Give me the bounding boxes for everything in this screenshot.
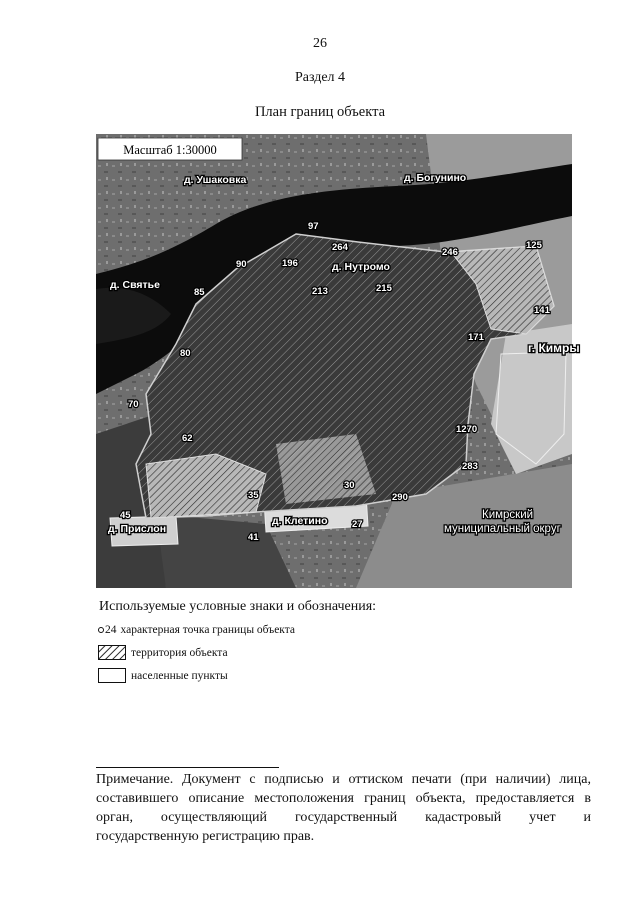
legend-title: Используемые условные знаки и обозначения: (99, 599, 377, 614)
legend-item-point (98, 624, 295, 636)
point-246: 246 (442, 247, 458, 258)
place-label-prislon: д. Прислон (108, 523, 167, 535)
point-85: 85 (194, 287, 205, 298)
legend-settlement-text: населенные пункты (131, 669, 228, 682)
place-label-kimry: г. Кимры (528, 341, 580, 355)
point-97: 97 (308, 221, 319, 232)
point-35: 35 (248, 490, 259, 501)
point-283: 283 (462, 461, 478, 472)
point-62: 62 (182, 433, 193, 444)
footnote-line: государственную регистрацию прав. (96, 829, 315, 844)
footnote-line: орган, осуществляющий государственный кадастровый учет и (96, 810, 591, 825)
legend-territory-text: территория объекта (131, 646, 228, 659)
footnote-line: Примечание. Документ с подписью и оттиском печати (при наличии) лица, (96, 772, 591, 787)
point-41: 41 (248, 532, 259, 543)
boundary-point-symbol (98, 624, 117, 636)
territory-hatch-icon (98, 645, 126, 660)
point-213: 213 (312, 286, 328, 297)
point-90: 90 (236, 259, 247, 270)
place-label-kletino: д. Клетино (272, 515, 328, 527)
place-label-ushakovka: д. Ушаковка (184, 174, 247, 186)
point-125: 125 (526, 240, 542, 251)
place-label-svyatye: д. Святье (110, 279, 160, 291)
note-divider (96, 767, 279, 768)
point-196: 196 (282, 258, 298, 269)
footnote (96, 770, 591, 846)
legend-item-territory (98, 645, 228, 660)
point-141: 141 (534, 305, 550, 316)
point-290: 290 (392, 492, 408, 503)
place-label-kimrsky-1: Кимрский (482, 509, 534, 521)
place-label-nutromo: д. Нутромо (332, 261, 390, 273)
legend-point-text: характерная точка границы объекта (120, 624, 296, 636)
point-45: 45 (120, 510, 131, 521)
boundary-map[interactable] (96, 134, 580, 588)
point-dot-icon (98, 627, 104, 633)
place-label-kimrsky-2: муниципальный округ (444, 523, 561, 535)
point-70: 70 (128, 399, 139, 410)
point-80: 80 (180, 348, 191, 359)
plan-title: План границ объекта (254, 104, 386, 120)
point-171: 171 (468, 332, 484, 343)
legend-point-number: 24 (105, 624, 117, 636)
page-number: 26 (313, 36, 327, 51)
point-27: 27 (352, 519, 363, 530)
footnote-line: составившего описание местоположения границ объекта, предоставляется в (96, 791, 591, 806)
place-label-bogunino: д. Богунино (404, 172, 467, 184)
section-title: Раздел 4 (294, 70, 346, 85)
scale-label: Масштаб 1:30000 (123, 143, 217, 157)
point-1270: 1270 (456, 424, 478, 435)
point-30: 30 (344, 480, 355, 491)
point-215: 215 (376, 283, 392, 294)
point-264: 264 (332, 242, 348, 253)
settlement-box-icon (98, 668, 126, 683)
legend-item-settlement (98, 668, 228, 683)
